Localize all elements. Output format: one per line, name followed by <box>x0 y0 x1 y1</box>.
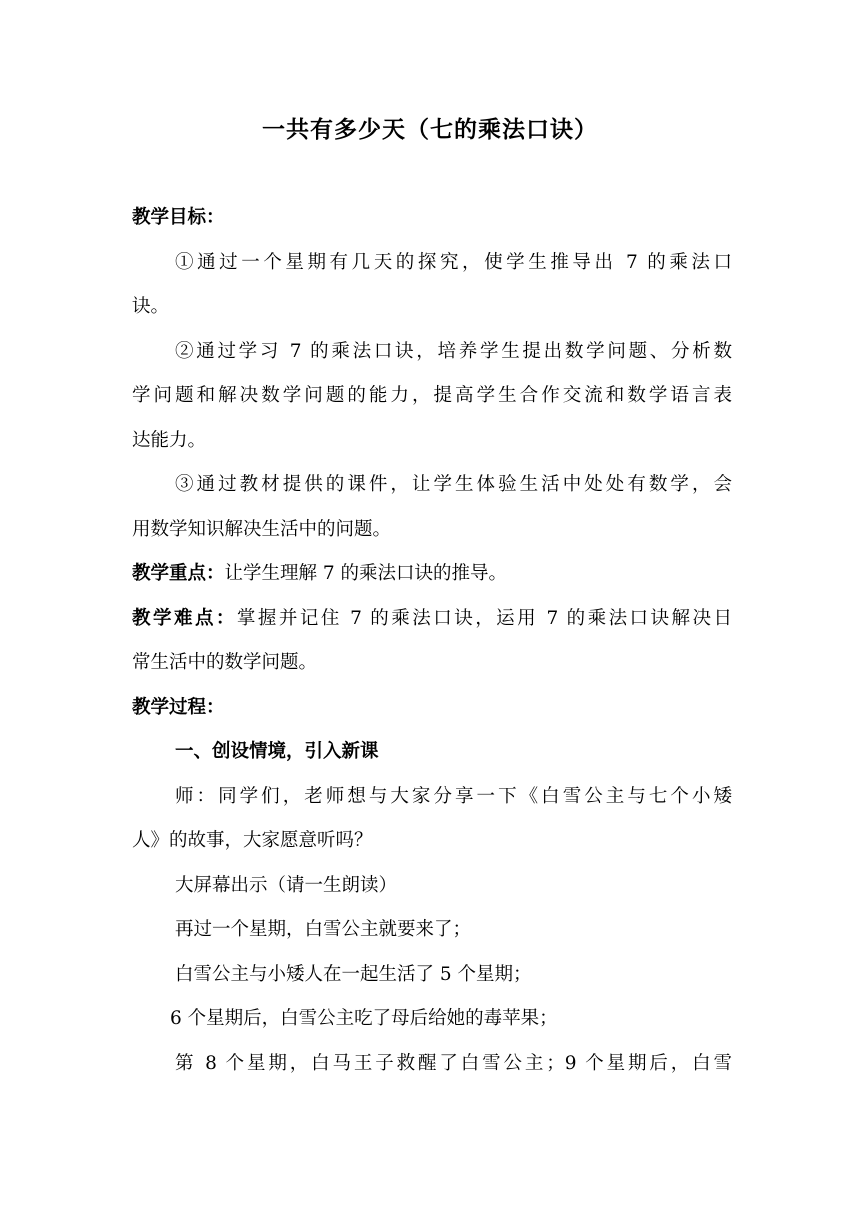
keypoint-paragraph <box>132 552 732 597</box>
paragraph-1-line-1: 师：同学们，老师想与大家分享一下《白雪公主与七个小矮 <box>175 785 732 807</box>
paragraph-3: 再过一个星期，白雪公主就要来了； <box>175 919 472 940</box>
difficulty-text-line-1: 掌握并记住 7 的乘法口诀，运用 7 的乘法口诀解决日 <box>236 607 732 629</box>
goal-2-line-3: 达能力。 <box>132 429 207 451</box>
section-1-heading: 一、创设情境，引入新课 <box>175 741 379 762</box>
process-heading: 教学过程： <box>132 696 225 718</box>
paragraph-2: 大屏幕出示（请一生朗读） <box>175 874 398 896</box>
paragraph-4: 白雪公主与小矮人在一起生活了 5 个星期； <box>175 963 532 985</box>
difficulty-paragraph <box>132 597 732 642</box>
goal-3-line-1: ③通过教材提供的课件，让学生体验生活中处处有数学，会 <box>175 474 732 495</box>
keypoint-label: 教学重点： <box>132 563 225 584</box>
goal-1-line-2: 诀。 <box>132 296 170 317</box>
document-body <box>132 196 732 1086</box>
difficulty-text-line-2: 常生活中的数学问题。 <box>132 652 318 673</box>
goal-2-line-2: 学问题和解决数学问题的能力，提高学生合作交流和数学语言表 <box>132 385 732 406</box>
paragraph-1-line-2: 人》的故事，大家愿意听吗？ <box>132 830 373 851</box>
paragraph-6: 第 8 个星期，白马王子救醒了白雪公主；9 个星期后，白雪 <box>175 1052 732 1074</box>
document-title: 一共有多少天（七的乘法口诀） <box>262 117 598 143</box>
difficulty-label: 教学难点： <box>132 607 237 629</box>
goals-heading: 教学目标： <box>132 207 225 228</box>
goal-1-line-1: ①通过一个星期有几天的探究，使学生推导出 7 的乘法口 <box>175 251 732 273</box>
goal-3-line-2: 用数学知识解决生活中的问题。 <box>132 518 392 540</box>
goal-2-line-1: ②通过学习 7 的乘法口诀，培养学生提出数学问题、分析数 <box>175 340 732 362</box>
paragraph-5: 6 个星期后，白雪公主吃了母后给她的毒苹果； <box>170 1008 558 1029</box>
keypoint-text: 让学生理解 7 的乘法口诀的推导。 <box>224 563 508 584</box>
